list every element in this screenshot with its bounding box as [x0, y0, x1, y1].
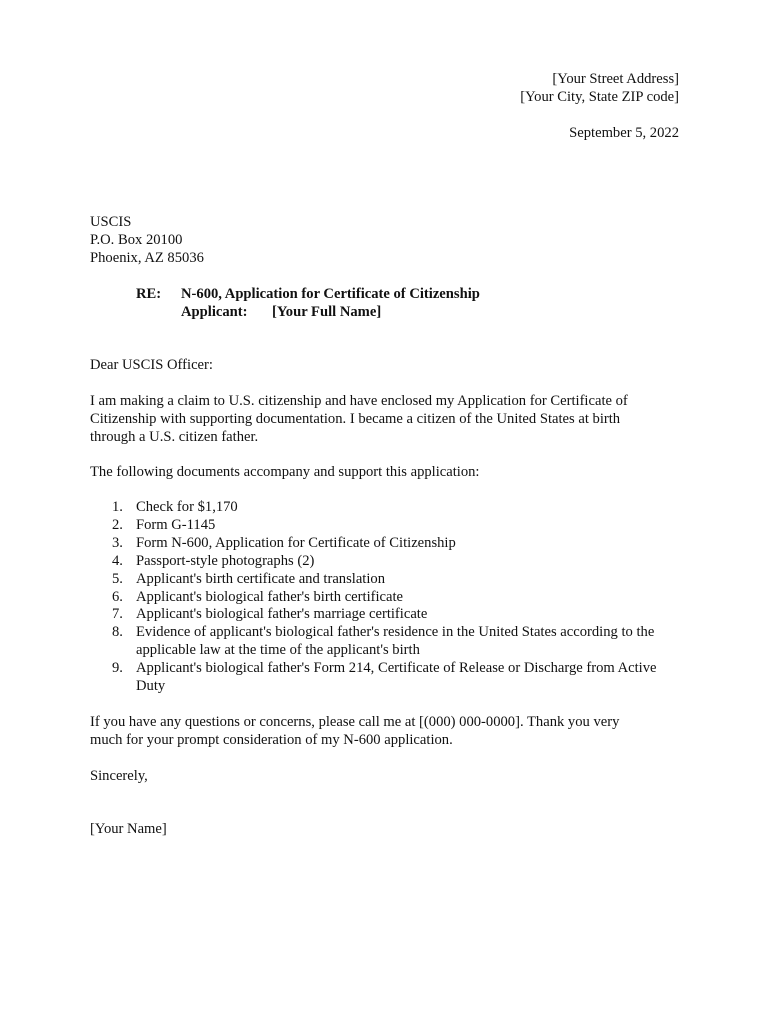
list-item [90, 499, 680, 517]
closing-paragraph [90, 713, 680, 749]
intro-paragraph [90, 392, 680, 446]
list-item [90, 517, 680, 535]
list-item [90, 606, 680, 624]
list-item-text: Evidence of applicant's biological father's residence in the United States according to the applicable law at the time of the applicant's birth [136, 624, 655, 659]
re-subject: N-600, Application for Certificate of Citizenship [181, 286, 480, 302]
list-item-text: Form G-1145 [136, 516, 216, 533]
closing-paragraph-line: If you have any questions or concerns, please call me at [(000) 000-0000]. Thank you very [90, 714, 620, 730]
list-item-text: Check for $1,170 [136, 499, 238, 515]
salutation: Dear USCIS Officer: [90, 357, 213, 373]
list-item-number: 6. [112, 588, 123, 605]
list-item-text: Passport-style photographs (2) [136, 552, 315, 569]
letter-date: September 5, 2022 [569, 125, 679, 141]
intro-paragraph-line: Citizenship with supporting documentation. I became a citizen of the United States at birth [90, 411, 621, 427]
list-item-number: 8. [112, 624, 123, 641]
list-item [90, 624, 680, 660]
signature-name: [Your Name] [90, 821, 167, 837]
list-item-text: Applicant's biological father's Form 214, Certificate of Release or Discharge from Active Duty [136, 660, 657, 695]
list-item-number: 1. [112, 499, 123, 515]
list-item-text: Applicant's biological father's marriage certificate [136, 606, 428, 623]
list-item [90, 535, 680, 553]
list-item-number: 4. [112, 552, 123, 569]
list-item-number: 5. [112, 570, 123, 587]
intro-paragraph-line: I am making a claim to U.S. citizenship and have enclosed my Application for Certificate of [90, 393, 628, 409]
intro-paragraph-line: through a U.S. citizen father. [90, 429, 259, 445]
list-item [90, 553, 680, 571]
list-item [90, 660, 680, 696]
list-item-text: Applicant's biological father's birth certificate [136, 588, 404, 605]
recipient-line-2: P.O. Box 20100 [90, 232, 183, 248]
sender-city-line: [Your City, State ZIP code] [520, 89, 679, 105]
documents-list [90, 499, 680, 696]
recipient-line-1: USCIS [90, 214, 132, 230]
sender-street: [Your Street Address] [552, 71, 679, 87]
re-label: RE: [136, 286, 162, 302]
list-item-text: Applicant's birth certificate and translation [136, 570, 386, 587]
list-item [90, 571, 680, 589]
list-item [90, 589, 680, 607]
applicant-label: Applicant: [181, 304, 248, 320]
list-item-text: Form N-600, Application for Certificate of Citizenship [136, 534, 456, 551]
list-item-number: 3. [112, 534, 123, 551]
recipient-line-3: Phoenix, AZ 85036 [90, 250, 204, 266]
list-item-number: 9. [112, 660, 123, 677]
documents-intro: The following documents accompany and support this application: [90, 464, 480, 480]
closing-salutation: Sincerely, [90, 768, 148, 784]
closing-paragraph-line: much for your prompt consideration of my N-600 application. [90, 732, 453, 748]
applicant-value: [Your Full Name] [272, 304, 382, 320]
list-item-number: 2. [112, 516, 123, 533]
list-item-number: 7. [112, 606, 123, 623]
